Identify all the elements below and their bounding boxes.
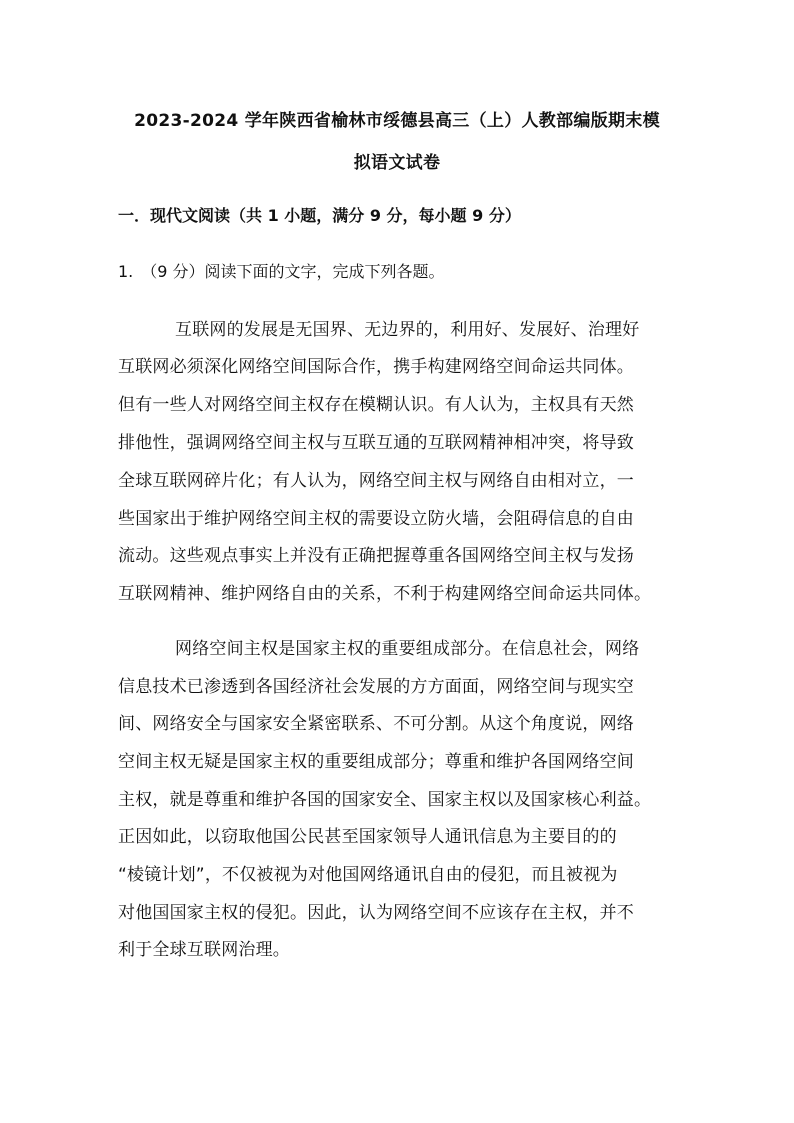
paragraph-line: 网络空间主权是国家主权的重要组成部分。在信息社会，网络 — [175, 639, 640, 659]
paragraph-line: 主权，就是尊重和维护各国的国家安全、国家主权以及国家核心利益。 — [118, 790, 652, 810]
paragraph-line: 互联网必须深化网络空间国际合作，携手构建网络空间命运共同体。 — [118, 357, 634, 377]
paragraph-line: 信息技术已渗透到各国经济社会发展的方方面面，网络空间与现实空 — [118, 677, 634, 697]
title-line-2: 拟语文试卷 — [353, 153, 441, 173]
paragraph-line: 排他性，强调网络空间主权与互联互通的互联网精神相冲突，将导致 — [118, 433, 634, 453]
paragraph-line: 利于全球互联网治理。 — [118, 940, 290, 960]
question-intro: 1. （9 分）阅读下面的文字，完成下列各题。 — [118, 262, 445, 281]
section-heading: 一．现代文阅读（共 1 小题，满分 9 分，每小题 9 分） — [118, 206, 521, 225]
paragraph-line: 互联网精神、维护网络自由的关系，不利于构建网络空间命运共同体。 — [118, 584, 652, 604]
title-line-1: 2023-2024 学年陕西省榆林市绥德县高三（上）人教部编版期末模 — [134, 111, 660, 131]
paragraph-line: 空间主权无疑是国家主权的重要组成部分；尊重和维护各国网络空间 — [118, 752, 634, 772]
paragraph-line: 互联网的发展是无国界、无边界的，利用好、发展好、治理好 — [175, 320, 640, 340]
paragraph-line: 间、网络安全与国家安全紧密联系、不可分割。从这个角度说，网络 — [118, 714, 634, 734]
paragraph-line: 流动。这些观点事实上并没有正确把握尊重各国网络空间主权与发扬 — [118, 546, 634, 566]
paragraph-line: “棱镜计划”，不仅被视为对他国网络通讯自由的侵犯，而且被视为 — [118, 865, 618, 885]
paragraph-line: 些国家出于维护网络空间主权的需要设立防火墙，会阻碍信息的自由 — [118, 509, 634, 529]
paragraph-line: 全球互联网碎片化；有人认为，网络空间主权与网络自由相对立，一 — [118, 471, 634, 491]
paragraph-line: 但有一些人对网络空间主权存在模糊认识。有人认为，主权具有天然 — [118, 395, 634, 415]
paragraph-line: 正因如此，以窃取他国公民甚至国家领导人通讯信息为主要目的的 — [118, 827, 617, 847]
paragraph-line: 对他国国家主权的侵犯。因此，认为网络空间不应该存在主权，并不 — [118, 903, 634, 923]
